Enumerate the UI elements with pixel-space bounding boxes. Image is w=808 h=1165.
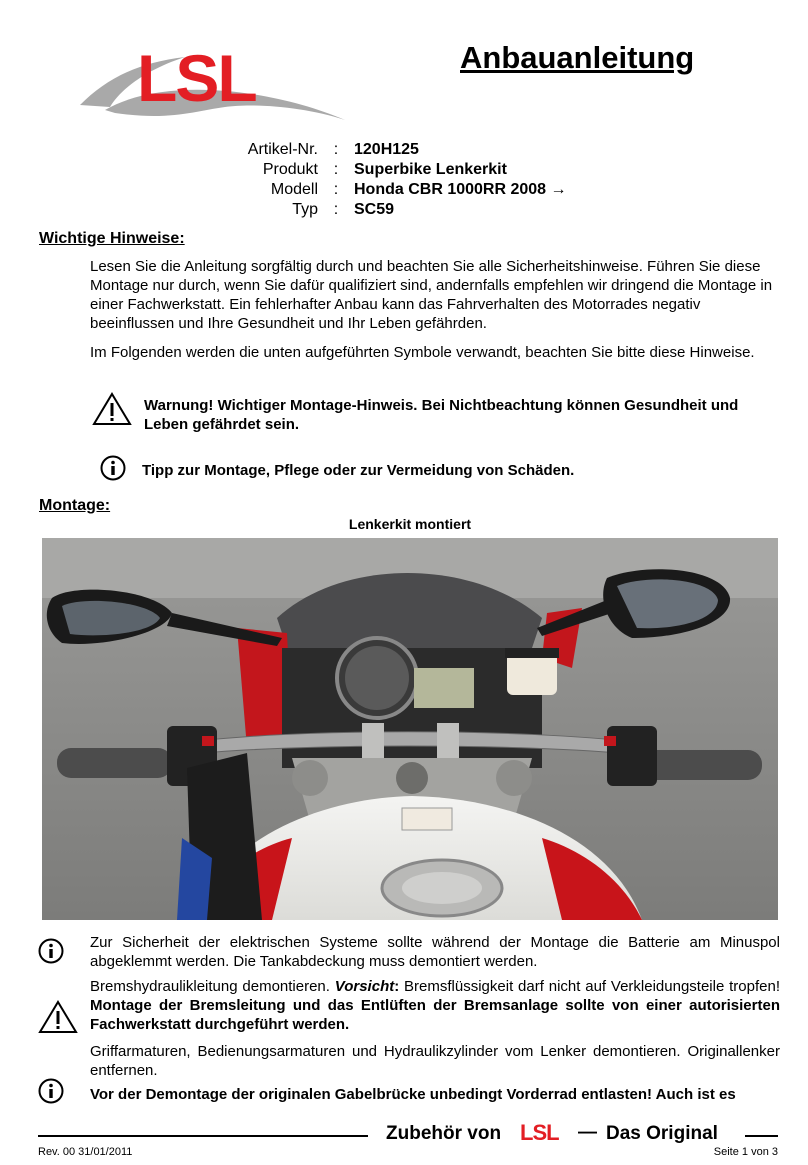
- meta-row-modell: Modell : Honda CBR 1000RR 2008 →: [270, 181, 567, 198]
- meta-row-produkt: Produkt : Superbike Lenkerkit: [262, 161, 507, 178]
- meta-row-artikel: Artikel-Nr. : 120H125: [247, 141, 419, 158]
- step-2-text: [90, 977, 780, 1034]
- step-2-part-d: Bremsflüssigkeit darf nicht auf Verkleidungsteile tropfen!: [404, 978, 780, 995]
- step-4-text: Vor der Demontage der originalen Gabelbrücke unbedingt Vorderrad entlasten! Auch ist es: [90, 1086, 736, 1103]
- info-icon: [100, 455, 126, 486]
- footer-rule-left: [38, 1135, 368, 1137]
- hinweise-paragraph-1: Lesen Sie die Anleitung sorgfältig durch und beachten Sie alle Sicherheitshinweise. Führen Sie diese Montage nur durch, wenn Sie dafür qualifiziert sind, andernfalls empfehlen wir dringend die Montage in einer Fachwerkstatt. Ein fehlerhafter Anbau kann das Fahrverhalten des Motorrades negativ beeinflussen und Ihre Gesundheit und Ihr Leben gefährden.: [90, 258, 773, 332]
- hinweise-heading: Wichtige Hinweise:: [39, 230, 185, 247]
- footer-rule-right: [745, 1135, 778, 1137]
- lsl-logo: [75, 35, 350, 130]
- page-title: Anbauanleitung: [460, 40, 695, 75]
- footer-dash: —: [578, 1122, 597, 1143]
- step-2-vorsicht: Vorsicht: [334, 978, 395, 995]
- footer-logo-text: LSL: [520, 1120, 559, 1145]
- tip-text: Tipp zur Montage, Pflege oder zur Vermeidung von Schäden.: [142, 462, 575, 479]
- logo-text: LSL: [137, 41, 256, 115]
- step-2-part-a: Bremshydraulikleitung demontieren.: [90, 978, 335, 995]
- motorcycle-photo: [42, 538, 778, 920]
- step-2-colon: :: [394, 978, 405, 995]
- article-meta: [200, 140, 567, 220]
- step-3-text: Griffarmaturen, Bedienungsarmaturen und Hydraulikzylinder vom Lenker demontieren. Originallenker entfernen.: [90, 1043, 780, 1079]
- meta-row-typ: Typ : SC59: [292, 201, 395, 218]
- montage-heading: Montage:: [39, 497, 111, 514]
- footer-zubehoer: Zubehör von: [386, 1123, 502, 1144]
- warning-icon: [92, 392, 132, 431]
- hinweise-paragraph-2: Im Folgenden werden die unten aufgeführten Symbole verwandt, beachten Sie bitte diese Hinweise.: [90, 344, 755, 361]
- photo-caption: Lenkerkit montiert: [348, 516, 472, 532]
- step-2-warning-icon: [38, 1000, 78, 1039]
- step-2-part-e: Montage der Bremsleitung und das Entlüften der Bremsanlage sollte von einer autorisierten Fachwerkstatt durchgeführt werden.: [90, 997, 780, 1033]
- footer-page-number: Seite 1 von 3: [713, 1146, 778, 1158]
- footer-revision: Rev. 00 31/01/2011: [38, 1146, 133, 1158]
- step-4-info-icon: [38, 1078, 64, 1109]
- footer-original: Das Original: [606, 1123, 718, 1144]
- step-1-text: Zur Sicherheit der elektrischen Systeme sollte während der Montage die Batterie am Minuspol abgeklemmt werden. Die Tankabdeckung muss demontiert werden.: [90, 934, 780, 970]
- warning-text: Warnung! Wichtiger Montage-Hinweis. Bei Nichtbeachtung können Gesundheit und Leben gefährdet sein.: [144, 397, 739, 433]
- footer-lsl-logo: [518, 1119, 564, 1150]
- step-1-info-icon: [38, 938, 64, 969]
